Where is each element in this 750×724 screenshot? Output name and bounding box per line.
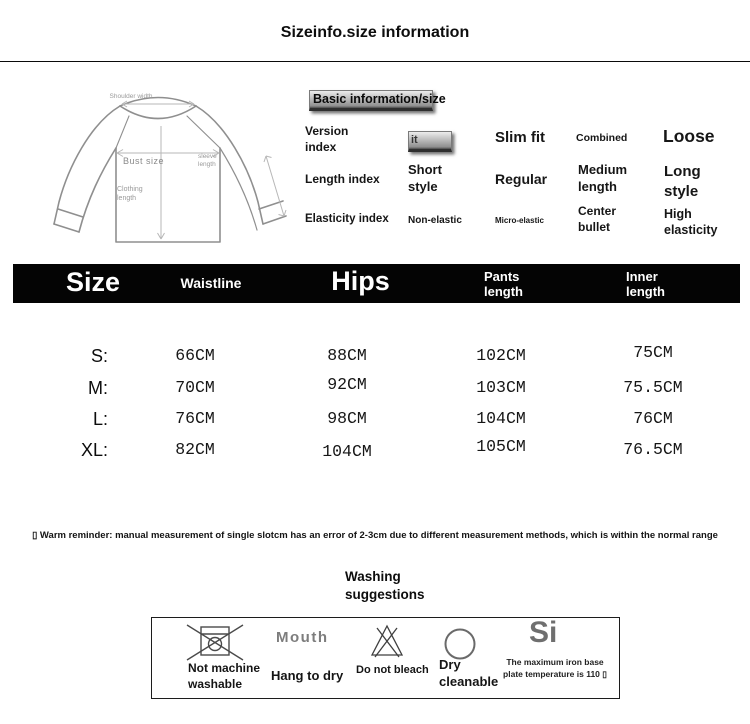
no-machine-wash-icon [184, 624, 246, 662]
pants-length-value: 102CM [476, 346, 526, 365]
size-table-header [13, 264, 740, 303]
basic-info-row-label: Version index [305, 124, 349, 154]
size-label: L: [92, 409, 108, 429]
inner-length-value: 75CM [633, 343, 673, 362]
size-label: S: [90, 346, 108, 366]
sleeve-length-label: sleeve length [198, 153, 217, 169]
column-header-hips: Hips [331, 266, 390, 296]
washing-suggestions-heading: Washing suggestions [345, 569, 425, 602]
fit-style-badge: it [408, 131, 452, 152]
waistline-value: 66CM [175, 346, 215, 365]
hips-value: 92CM [327, 375, 367, 394]
page-title: Sizeinfo.size information [280, 24, 470, 41]
table-row [13, 437, 740, 466]
pants-length-value: 103CM [476, 378, 526, 397]
inner-length-value: 75.5CM [623, 378, 683, 397]
basic-info-row-label: Elasticity index [305, 213, 389, 225]
inner-length-value: 76CM [633, 409, 673, 428]
clothing-length-label: Clothing length [117, 186, 143, 202]
basic-info-cell: High elasticity [664, 207, 718, 238]
table-row [13, 375, 740, 404]
waistline-value: 70CM [175, 378, 215, 397]
size-label: M: [88, 378, 108, 398]
shoulder-width-label: Shoulder width [109, 93, 153, 100]
pants-length-value: 105CM [476, 437, 526, 456]
basic-info-cell: Short style [408, 162, 442, 194]
do-not-bleach-icon [368, 623, 406, 658]
wash-item-label: Not machine washable [188, 661, 261, 691]
basic-info-header: Basic information/size [309, 90, 433, 111]
pants-length-value: 104CM [476, 409, 526, 428]
iron-symbol: Si [529, 616, 558, 649]
basic-info-cell: Non-elastic [408, 215, 462, 226]
waistline-value: 76CM [175, 409, 215, 428]
basic-info-row-label: Length index [305, 172, 380, 186]
size-label: XL: [80, 440, 108, 460]
basic-info-cell: Center bullet [578, 204, 617, 234]
basic-info-cell: Combined [576, 132, 628, 144]
waistline-value: 82CM [175, 440, 215, 459]
washing-instructions-box [151, 617, 620, 699]
title-divider [0, 61, 750, 62]
hang-dry-symbol: Mouth [276, 629, 329, 646]
hips-value: 88CM [327, 346, 367, 365]
wash-item-label: Dry cleanable [439, 657, 499, 689]
garment-measurement-diagram [28, 76, 293, 251]
wash-item-label: The maximum iron base plate temperature is 110 ▯ [503, 657, 607, 679]
basic-info-cell: Long style [664, 163, 701, 200]
bust-size-label: Bust size [123, 156, 165, 166]
wash-item-label: Do not bleach [356, 664, 429, 676]
column-header-pants-length: Pants length [484, 269, 523, 299]
inner-length-value: 76.5CM [623, 440, 683, 459]
basic-info-cell: Slim fit [495, 129, 546, 146]
hips-value: 104CM [322, 442, 372, 461]
column-header-waistline: Waistline [180, 275, 242, 291]
basic-info-cell: Medium length [578, 162, 628, 194]
basic-info-cell: Loose [663, 126, 715, 146]
table-row [13, 343, 740, 372]
warm-reminder-text: ▯ Warm reminder: manual measurement of single slotcm has an error of 2-3cm due to different measurement methods, which is within the normal range [32, 530, 718, 541]
hips-value: 98CM [327, 409, 367, 428]
basic-info-cell: Micro-elastic [495, 216, 544, 225]
wash-item-label: Hang to dry [271, 668, 344, 683]
basic-info-cell: Regular [495, 171, 548, 187]
column-header-size: Size [65, 267, 121, 297]
column-header-inner-length: Inner length [626, 269, 665, 299]
table-row [13, 409, 740, 435]
